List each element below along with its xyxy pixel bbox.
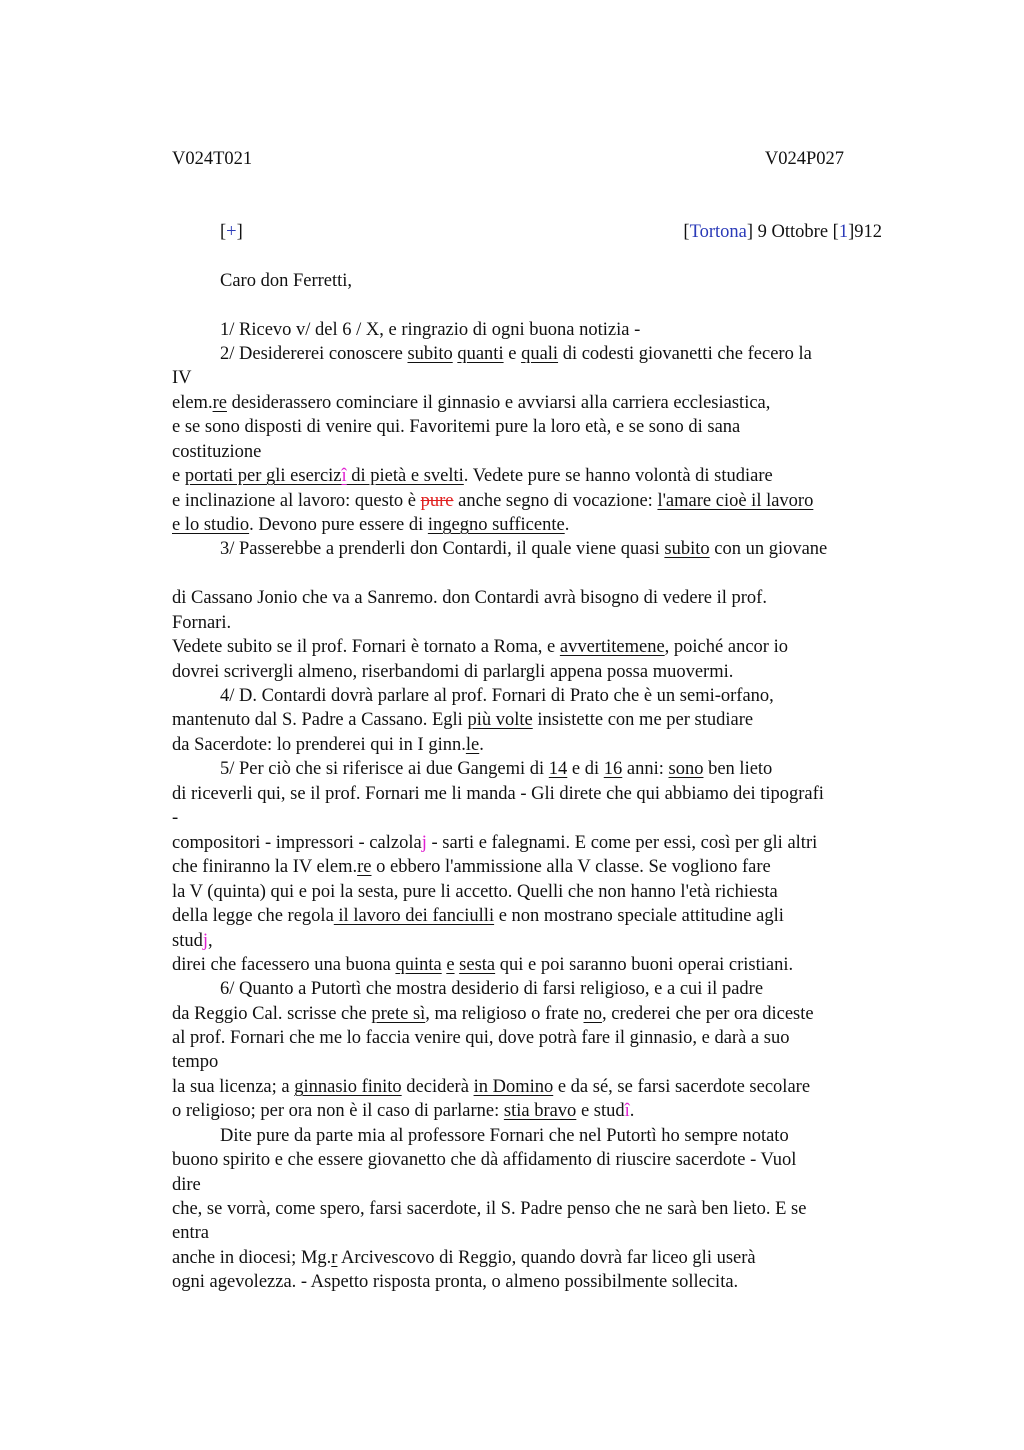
text-line bbox=[220, 1124, 789, 1148]
marked-text: prete sì bbox=[371, 1004, 426, 1024]
text-line bbox=[172, 806, 178, 830]
marked-text: le bbox=[465, 735, 480, 755]
text-segment: , poiché ancor io bbox=[664, 637, 788, 657]
text-line bbox=[172, 855, 771, 879]
text-segment: insistette con me per studiare bbox=[532, 710, 754, 730]
text-line bbox=[172, 1002, 814, 1026]
text-segment: la sua licenza; a bbox=[172, 1077, 295, 1097]
text-segment: di Cassano Jonio che va a Sanremo. don Contardi avrà bisogno di vedere il prof. bbox=[172, 588, 767, 608]
text-segment: e se sono disposti di venire qui. Favoritemi pure la loro età, e se sono di sana bbox=[172, 417, 741, 437]
text-segment: 6/ Quanto a Putortì che mostra desiderio di farsi religioso, e a cui il padre bbox=[220, 979, 764, 999]
text-segment: e di bbox=[567, 759, 604, 779]
marked-text: 16 bbox=[603, 759, 623, 779]
text-segment: , bbox=[207, 931, 213, 951]
marked-text: il lavoro dei fanciulli bbox=[333, 906, 495, 926]
text-line bbox=[172, 929, 213, 953]
text-segment: qui e poi saranno buoni operai cristiani. bbox=[495, 955, 794, 975]
text-segment: , crederei che per ora diceste bbox=[602, 1004, 814, 1024]
text-segment: deciderà bbox=[401, 1077, 474, 1097]
text-segment: e stud bbox=[576, 1101, 625, 1121]
text-line bbox=[172, 1026, 789, 1050]
marked-text: ginnasio finito bbox=[294, 1077, 402, 1097]
greeting: Caro don Ferretti, bbox=[220, 271, 353, 291]
place-name: Tortona bbox=[689, 222, 747, 242]
text-line bbox=[172, 1148, 796, 1172]
marked-text: portati per gli eserciz bbox=[184, 466, 342, 486]
text-segment: Dite pure da parte mia al professore Fornari che nel Putortì ho sempre notato bbox=[220, 1126, 789, 1146]
marked-text: sesta bbox=[459, 955, 496, 975]
marked-text: e lo studio bbox=[172, 515, 250, 535]
text-line bbox=[172, 880, 778, 904]
marked-text: avvertitemene bbox=[559, 637, 665, 657]
text-segment: ben lieto bbox=[703, 759, 773, 779]
text-segment: elem. bbox=[172, 393, 213, 413]
marked-text: in Domino bbox=[473, 1077, 554, 1097]
marked-text: più volte bbox=[467, 710, 533, 730]
text-segment: e da sé, se farsi sacerdote secolare bbox=[553, 1077, 811, 1097]
text-line bbox=[172, 831, 817, 855]
text-line bbox=[172, 1075, 810, 1099]
text-segment: tempo bbox=[172, 1052, 219, 1072]
text-segment: Arcivescovo di Reggio, quando dovrà far liceo gli userà bbox=[337, 1248, 756, 1268]
text-segment: anche segno di vocazione: bbox=[453, 491, 658, 511]
text-line bbox=[172, 1246, 756, 1270]
text-segment: entra bbox=[172, 1223, 209, 1243]
text-segment: anche in diocesi; Mg. bbox=[172, 1248, 332, 1268]
text-line bbox=[172, 1050, 218, 1074]
text-segment: o religioso; per ora non è il caso di parlarne: bbox=[172, 1101, 504, 1121]
text-line bbox=[172, 782, 824, 806]
text-segment: e non mostrano speciale attitudine agli bbox=[494, 906, 784, 926]
text-segment: IV bbox=[172, 368, 192, 388]
text-line bbox=[172, 1270, 738, 1294]
text-segment: ogni agevolezza. - Aspetto risposta pronta, o almeno possibilmente sollecita. bbox=[172, 1272, 739, 1292]
text-line bbox=[172, 733, 484, 757]
text-line bbox=[220, 977, 763, 1001]
marked-text: e bbox=[446, 955, 455, 975]
text-segment: desiderassero cominciare il ginnasio e avviarsi alla carriera ecclesiastica, bbox=[226, 393, 771, 413]
text-segment: . bbox=[564, 515, 570, 535]
text-segment: . Devono pure essere di bbox=[249, 515, 428, 535]
text-segment: . bbox=[479, 735, 484, 755]
text-line bbox=[220, 318, 640, 342]
text-segment: dovrei scrivergli almeno, riserbandomi di parlargli appena possa muovermi. bbox=[172, 662, 734, 682]
text-segment: da Reggio Cal. scrisse che bbox=[172, 1004, 372, 1024]
text-line bbox=[172, 391, 770, 415]
text-line bbox=[172, 1197, 806, 1221]
place-date: [Tortona] 9 Ottobre [1]912 bbox=[683, 222, 882, 242]
marked-text: stia bravo bbox=[503, 1101, 577, 1121]
text-segment: di riceverli qui, se il prof. Fornari me li manda - Gli direte che qui abbiamo dei tipografi bbox=[172, 784, 824, 804]
text-segment: anni: bbox=[622, 759, 669, 779]
marked-text: ingegno sufficente bbox=[427, 515, 565, 535]
marked-text: subito bbox=[664, 539, 710, 559]
marked-text: pure bbox=[420, 491, 454, 511]
text-segment: buono spirito e che essere giovanetto che dà affidamento di riuscire sacerdote - Vuol bbox=[172, 1150, 797, 1170]
cross-mark: [+] bbox=[220, 222, 243, 242]
text-line bbox=[172, 953, 793, 977]
text-segment: con un giovane bbox=[709, 539, 828, 559]
text-segment: , ma religioso o frate bbox=[425, 1004, 584, 1024]
text-line bbox=[172, 489, 813, 513]
marked-text: î bbox=[341, 466, 347, 486]
text-line bbox=[172, 513, 569, 537]
text-line bbox=[172, 464, 773, 488]
text-segment: direi che facessero una buona bbox=[172, 955, 396, 975]
document-code-left: V024T021 bbox=[172, 149, 253, 169]
text-line bbox=[172, 660, 733, 684]
text-segment: 4/ D. Contardi dovrà parlare al prof. Fornari di Prato che è un semi-orfano, bbox=[220, 686, 774, 706]
text-segment: stud bbox=[172, 931, 203, 951]
marked-text: quinta bbox=[395, 955, 442, 975]
text-segment: mantenuto dal S. Padre a Cassano. Egli bbox=[172, 710, 468, 730]
text-segment: 1/ Ricevo v/ del 6 / X, e ringrazio di ogni buona notizia - bbox=[220, 320, 641, 340]
marked-text: no bbox=[583, 1004, 603, 1024]
text-line bbox=[172, 366, 192, 390]
document-code-right: V024P027 bbox=[764, 149, 844, 169]
text-segment: 5/ Per ciò che si riferisce ai due Gangemi di bbox=[220, 759, 549, 779]
text-segment: o ebbero l'ammissione alla V classe. Se vogliono fare bbox=[371, 857, 771, 877]
text-segment: - sarti e falegnami. E come per essi, così per gli altri bbox=[426, 833, 818, 853]
text-segment: la V (quinta) qui e poi la sesta, pure li accetto. Quelli che non hanno l'età richiesta bbox=[172, 882, 778, 902]
text-line bbox=[172, 1173, 201, 1197]
text-line bbox=[220, 757, 772, 781]
text-line bbox=[172, 1099, 634, 1123]
marked-text: 14 bbox=[548, 759, 568, 779]
text-line bbox=[172, 1221, 209, 1245]
marked-text: î bbox=[624, 1101, 630, 1121]
text-segment: e bbox=[503, 344, 522, 364]
text-line bbox=[172, 708, 753, 732]
text-segment: Fornari. bbox=[172, 613, 232, 633]
text-line bbox=[220, 684, 774, 708]
text-segment: che finiranno la IV elem. bbox=[172, 857, 358, 877]
text-line bbox=[172, 440, 261, 464]
text-segment: 3/ Passerebbe a prenderli don Contardi, il quale viene quasi bbox=[220, 539, 665, 559]
text-segment: 2/ Desidererei conoscere bbox=[220, 344, 408, 364]
text-segment: - bbox=[172, 808, 179, 828]
marked-text: l'amare cioè il lavoro bbox=[657, 491, 814, 511]
text-segment: Vedete subito se il prof. Fornari è tornato a Roma, e bbox=[172, 637, 560, 657]
marked-text: re bbox=[212, 393, 227, 413]
text-line bbox=[220, 342, 812, 366]
marked-text: quanti bbox=[457, 344, 504, 364]
text-segment: . Vedete pure se hanno volontà di studiare bbox=[463, 466, 773, 486]
text-line bbox=[172, 635, 788, 659]
marked-text: sono bbox=[668, 759, 704, 779]
marked-text: di pietà e svelti bbox=[346, 466, 464, 486]
text-segment: . bbox=[629, 1101, 635, 1121]
text-segment: dire bbox=[172, 1175, 201, 1195]
text-segment: della legge che regola bbox=[172, 906, 334, 926]
text-line bbox=[172, 415, 740, 439]
text-segment: al prof. Fornari che me lo faccia venire qui, dove potrà fare il ginnasio, e darà a suo bbox=[172, 1028, 790, 1048]
text-segment: da Sacerdote: lo prenderei qui in I ginn. bbox=[172, 735, 466, 755]
marked-text: subito bbox=[407, 344, 453, 364]
text-segment: che, se vorrà, come spero, farsi sacerdote, il S. Padre penso che ne sarà ben lieto. E se bbox=[172, 1199, 807, 1219]
marked-text: re bbox=[357, 857, 372, 877]
marked-text: r bbox=[331, 1248, 338, 1268]
text-segment: e inclinazione al lavoro: questo è bbox=[172, 491, 421, 511]
text-segment: di codesti giovanetti che fecero la bbox=[558, 344, 812, 364]
text-line bbox=[172, 611, 231, 635]
text-line bbox=[172, 586, 767, 610]
text-segment: costituzione bbox=[172, 442, 262, 462]
marked-text: j bbox=[202, 931, 208, 951]
text-segment: compositori - impressori - calzola bbox=[172, 833, 422, 853]
marked-text: quali bbox=[521, 344, 559, 364]
text-line bbox=[220, 537, 827, 561]
text-line bbox=[172, 904, 784, 928]
marked-text: j bbox=[421, 833, 427, 853]
text-segment: e bbox=[172, 466, 185, 486]
